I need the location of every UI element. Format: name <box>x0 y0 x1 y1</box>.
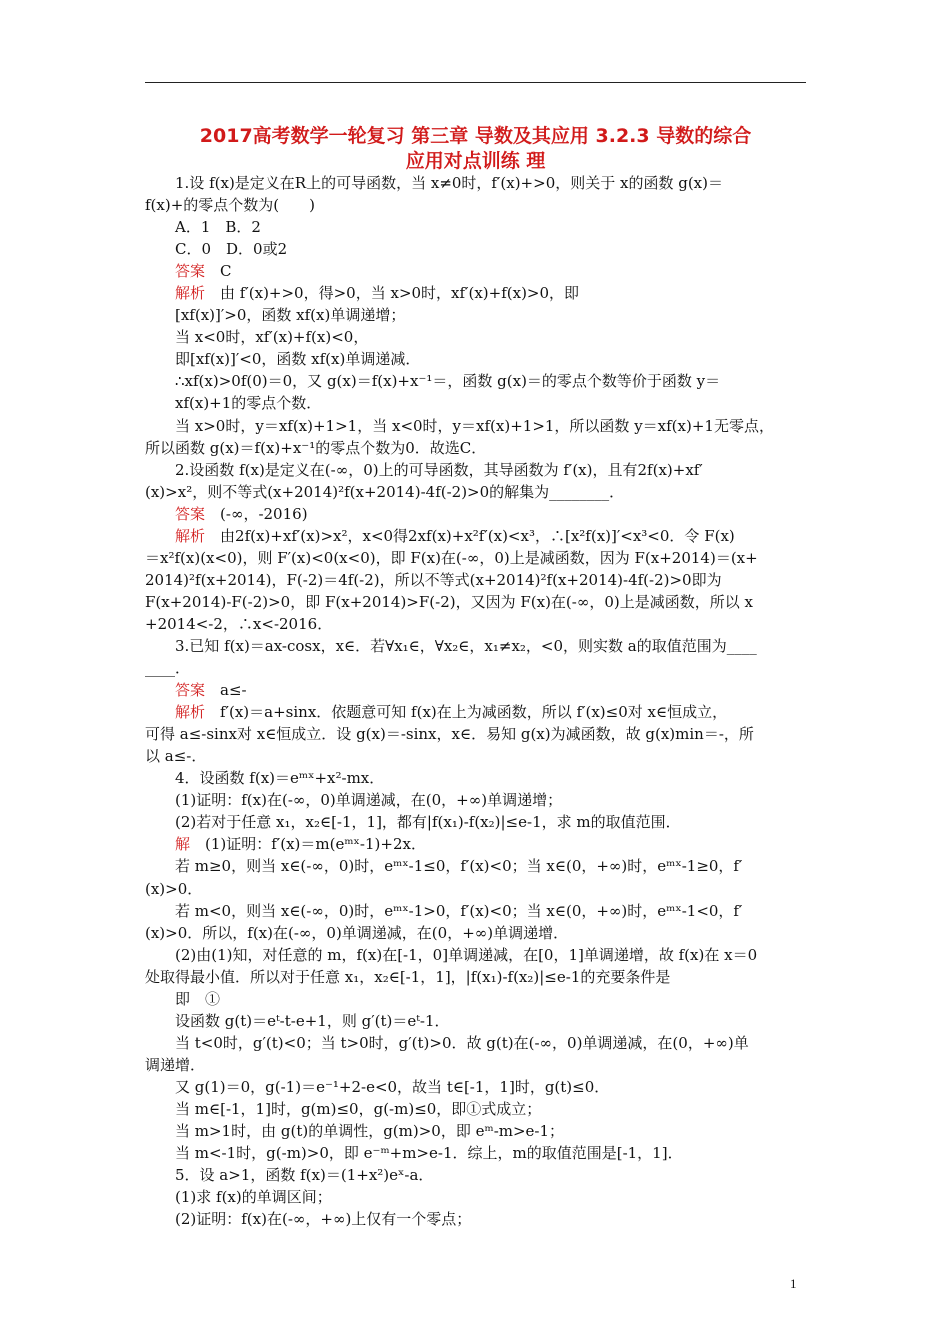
title-line-2: 应用对点训练 理 <box>405 150 546 172</box>
line-text: 若 m<0，则当 x∈(-∞，0)时，eᵐˣ-1>0，f′(x)<0；当 x∈(0，+∞)时，eᵐˣ-1<0，f′ <box>175 901 743 920</box>
line-text: 2014)²f(x+2014)，F(-2)＝4f(-2)，所以不等式(x+2014)²f(x+2014)-4f(-2)>0即为 <box>145 570 722 589</box>
text-line <box>145 260 806 282</box>
line-text: 当 x<0时，xf′(x)+f(x)<0， <box>175 328 369 347</box>
line-text: f′(x)＝a+sinx．依题意可知 f(x)在上为减函数，所以 f′(x)≤0对 x∈恒成立， <box>220 703 728 722</box>
text-line <box>145 1098 806 1120</box>
line-text: [xf(x)]′>0，函数 xf(x)单调递增； <box>175 306 406 325</box>
line-text: 1.设 f(x)是定义在R上的可导函数，当 x≠0时，f′(x)+>0，则关于 x的函数 g(x)＝ <box>175 174 723 192</box>
line-text: 所以函数 g(x)＝f(x)+x⁻¹的零点个数为0．故选C． <box>145 438 487 457</box>
text-line <box>145 922 806 944</box>
text-line <box>145 392 806 414</box>
text-line <box>145 282 806 304</box>
text-line <box>145 437 806 459</box>
line-text: A．1 B．2 <box>175 218 261 237</box>
line-text: (1)求 f(x)的单调区间； <box>175 1188 332 1207</box>
text-line <box>145 348 806 370</box>
text-line <box>145 988 806 1010</box>
text-line <box>145 326 806 348</box>
text-line <box>145 900 806 922</box>
line-text: (2)证明：f(x)在(-∞，+∞)上仅有一个零点； <box>175 1210 472 1229</box>
line-text: 即[xf(x)]′<0，函数 xf(x)单调递减． <box>175 350 421 369</box>
section-tag: 答案 <box>175 504 206 523</box>
line-text: 当 t<0时，g′(t)<0；当 t>0时，g′(t)>0．故 g(t)在(-∞，0)单调递减，在(0，+∞)单 <box>175 1033 749 1052</box>
section-tag: 答案 <box>175 262 206 281</box>
text-line <box>145 1120 806 1142</box>
line-text: ＝x²f(x)(x<0)，则 F′(x)<0(x<0)，即 F(x)在(-∞，0)上是减函数，因为 F(x+2014)＝(x+ <box>145 548 758 567</box>
line-text: (2)由(1)知，对任意的 m，f(x)在[-1，0]单调递减，在[0，1]单调递增，故 f(x)在 x＝0 <box>175 945 758 964</box>
text-line <box>145 635 806 657</box>
text-line <box>145 1054 806 1076</box>
line-text: 当 m∈[-1，1]时，g(m)≤0，g(-m)≤0，即①式成立； <box>175 1099 542 1118</box>
line-text: (1)证明：f(x)在(-∞，0)单调递减，在(0，+∞)单调递增； <box>175 791 563 810</box>
text-line <box>145 591 806 613</box>
line-text: (2)若对于任意 x₁，x₂∈[-1，1]，都有|f(x₁)-f(x₂)|≤e-1，求 m的取值范围． <box>175 813 681 832</box>
text-line <box>145 415 806 437</box>
section-tag: 解析 <box>175 526 206 545</box>
line-text: 又 g(1)＝0，g(-1)＝e⁻¹+2-e<0，故当 t∈[-1，1]时，g(t)≤0． <box>175 1077 610 1096</box>
text-line <box>145 459 806 481</box>
text-line <box>145 767 806 789</box>
document-title <box>145 124 806 174</box>
text-line <box>145 723 806 745</box>
text-line <box>145 1010 806 1032</box>
line-text: (x)>0．所以，f(x)在(-∞，0)单调递减，在(0，+∞)单调递增． <box>145 923 569 942</box>
text-line <box>145 194 806 216</box>
line-text: C．0 D．0或2 <box>175 240 288 259</box>
line-text: (x)>0． <box>145 879 203 898</box>
text-line <box>145 1032 806 1054</box>
text-line <box>145 304 806 326</box>
line-text: xf(x)+1的零点个数． <box>175 394 322 413</box>
text-line <box>145 855 806 877</box>
document-body <box>145 172 806 1230</box>
section-tag: 解析 <box>175 703 206 722</box>
text-line <box>145 172 806 194</box>
section-tag: 答案 <box>175 681 206 700</box>
text-line <box>145 370 806 392</box>
line-text: 4．设函数 f(x)＝eᵐˣ+x²-mx． <box>175 769 385 788</box>
text-line <box>145 1208 806 1230</box>
text-line <box>145 216 806 238</box>
text-line <box>145 745 806 767</box>
text-line <box>145 657 806 679</box>
line-text: 调递增． <box>145 1055 206 1074</box>
line-text: 2.设函数 f(x)是定义在(-∞，0)上的可导函数，其导函数为 f′(x)，且有2f(x)+xf′ <box>175 460 703 479</box>
section-tag: 解 <box>175 835 191 854</box>
section-tag: 解析 <box>175 284 206 303</box>
line-text: 当 m<-1时，g(-m)>0，即 e⁻ᵐ+m>e-1．综上，m的取值范围是[-1，1]． <box>175 1144 683 1163</box>
line-text: f(x)+的零点个数为( ) <box>145 196 315 215</box>
line-text: 当 m>1时，由 g(t)的单调性，g(m)>0，即 eᵐ-m>e-1； <box>175 1122 565 1141</box>
line-text: 即 ① <box>175 989 221 1008</box>
text-line <box>145 503 806 525</box>
title-line-1: 2017高考数学一轮复习 第三章 导数及其应用 3.2.3 导数的综合 <box>199 125 752 147</box>
text-line <box>145 1142 806 1164</box>
text-line <box>145 238 806 260</box>
line-text: 当 x>0时，y＝xf(x)+1>1，当 x<0时，y＝xf(x)+1>1，所以函数 y＝xf(x)+1无零点， <box>175 416 774 435</box>
line-text: 设函数 g(t)＝eᵗ-t-e+1，则 g′(t)＝eᵗ-1． <box>175 1011 450 1030</box>
text-line <box>145 701 806 723</box>
text-line <box>145 789 806 811</box>
text-line <box>145 811 806 833</box>
text-line <box>145 613 806 635</box>
text-line <box>145 878 806 900</box>
line-text: ____． <box>145 659 191 678</box>
line-text: 可得 a≤-sinx对 x∈恒成立．设 g(x)＝-sinx，x∈．易知 g(x)为减函数，故 g(x)min＝-，所 <box>145 725 754 744</box>
line-text: 由2f(x)+xf′(x)>x²，x<0得2xf(x)+x²f′(x)<x³，∴[x²f(x)]′<x³<0．令 F(x) <box>220 526 735 545</box>
text-line <box>145 569 806 591</box>
line-text: F(x+2014)-F(-2)>0，即 F(x+2014)>F(-2)，又因为 F(x)在(-∞，0)上是减函数，所以 x <box>145 592 753 611</box>
line-text: (x)>x²，则不等式(x+2014)²f(x+2014)-4f(-2)>0的解集为________． <box>145 482 625 501</box>
line-text: 3.已知 f(x)＝ax-cosx，x∈．若∀x₁∈，∀x₂∈，x₁≠x₂，<0，则实数 a的取值范围为____ <box>175 636 757 655</box>
line-text: ∴xf(x)>0f(0)＝0，又 g(x)＝f(x)+x⁻¹＝，函数 g(x)＝的零点个数等价于函数 y＝ <box>175 372 721 391</box>
page-number: 1 <box>790 1276 797 1291</box>
line-text: +2014<-2，∴x<-2016． <box>145 614 333 633</box>
text-line <box>145 833 806 855</box>
line-text: (1)证明：f′(x)＝m(eᵐˣ-1)+2x． <box>205 835 426 854</box>
text-line <box>145 547 806 569</box>
line-text: 以 a≤-． <box>145 747 207 766</box>
text-line <box>145 481 806 503</box>
text-line <box>145 1164 806 1186</box>
text-line <box>145 525 806 547</box>
line-text: C <box>220 262 232 281</box>
line-text: 若 m≥0，则当 x∈(-∞，0)时，eᵐˣ-1≤0，f′(x)<0；当 x∈(0，+∞)时，eᵐˣ-1≥0，f′ <box>175 857 743 876</box>
text-line <box>145 1186 806 1208</box>
line-text: 由 f′(x)+>0，得>0，当 x>0时，xf′(x)+f(x)>0，即 <box>220 284 580 303</box>
line-text: 处取得最小值．所以对于任意 x₁，x₂∈[-1，1]，|f(x₁)-f(x₂)|≤e-1的充要条件是 <box>145 967 671 986</box>
text-line <box>145 944 806 966</box>
line-text: a≤- <box>220 681 247 700</box>
line-text: (-∞，-2016) <box>220 504 308 523</box>
line-text: 5．设 a>1，函数 f(x)＝(1+x²)eˣ-a． <box>175 1166 434 1185</box>
text-line <box>145 1076 806 1098</box>
header-rule <box>145 82 806 83</box>
text-line <box>145 966 806 988</box>
text-line <box>145 679 806 701</box>
